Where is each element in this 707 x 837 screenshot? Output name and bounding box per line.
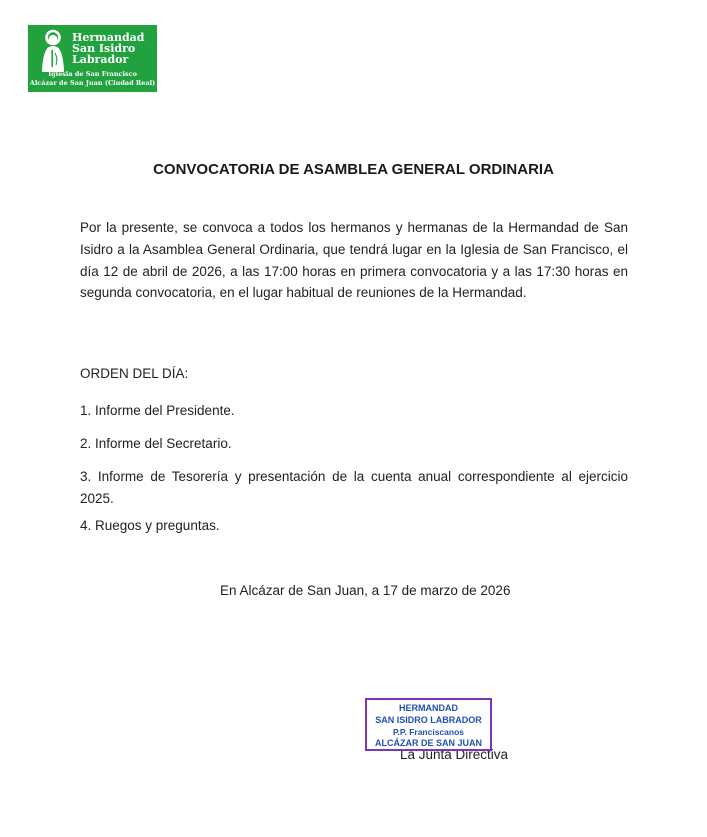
logo-subtitle-line: Iglesia de San Francisco <box>48 70 137 78</box>
intro-paragraph: Por la presente, se convoca a todos los hermanos y hermanas de la Hermandad de San Isidro a la Asamblea General Ordinaria, que tendrá lugar en la Iglesia de San Francisco, el día 12 de abril de 2026, a las 17:00 horas en primera convocatoria y a las 17:30 horas en segunda convocatoria, en el lugar habitual de reuniones de la Hermandad. <box>80 220 628 301</box>
agenda-item: 2. Informe del Secretario. <box>80 436 232 451</box>
stamp-line: P.P. Franciscanos <box>392 726 465 737</box>
logo-subtitle <box>28 70 157 87</box>
stamp <box>365 698 492 751</box>
agenda-item: 4. Ruegos y preguntas. <box>80 518 220 533</box>
stamp-line: SAN ISIDRO LABRADOR <box>375 714 482 725</box>
logo-title-line: Labrador <box>72 53 129 66</box>
logo-title <box>72 32 144 65</box>
org-logo <box>28 25 157 92</box>
logo-subtitle-line: Alcázar de San Juan (Ciudad Real) <box>29 78 156 87</box>
agenda-item: 1. Informe del Presidente. <box>80 403 235 418</box>
signature-text: La Junta Directiva <box>400 747 509 762</box>
logo-title-line: San Isidro <box>72 42 136 55</box>
agenda-heading: ORDEN DEL DÍA: <box>80 366 189 381</box>
saint-halo-icon <box>38 29 68 73</box>
logo-title-line: Hermandad <box>72 31 145 44</box>
stamp-line: HERMANDAD <box>399 703 458 713</box>
logo-top-row <box>28 25 157 69</box>
page-title: CONVOCATORIA DE ASAMBLEA GENERAL ORDINARIA <box>153 161 554 178</box>
agenda-item: 3. Informe de Tesorería y presentación de la cuenta anual correspondiente al ejercicio 2025. <box>80 469 628 506</box>
dateline: En Alcázar de San Juan, a 17 de marzo de 2026 <box>220 583 511 598</box>
stamp-line: ALCÁZAR DE SAN JUAN <box>374 738 482 749</box>
